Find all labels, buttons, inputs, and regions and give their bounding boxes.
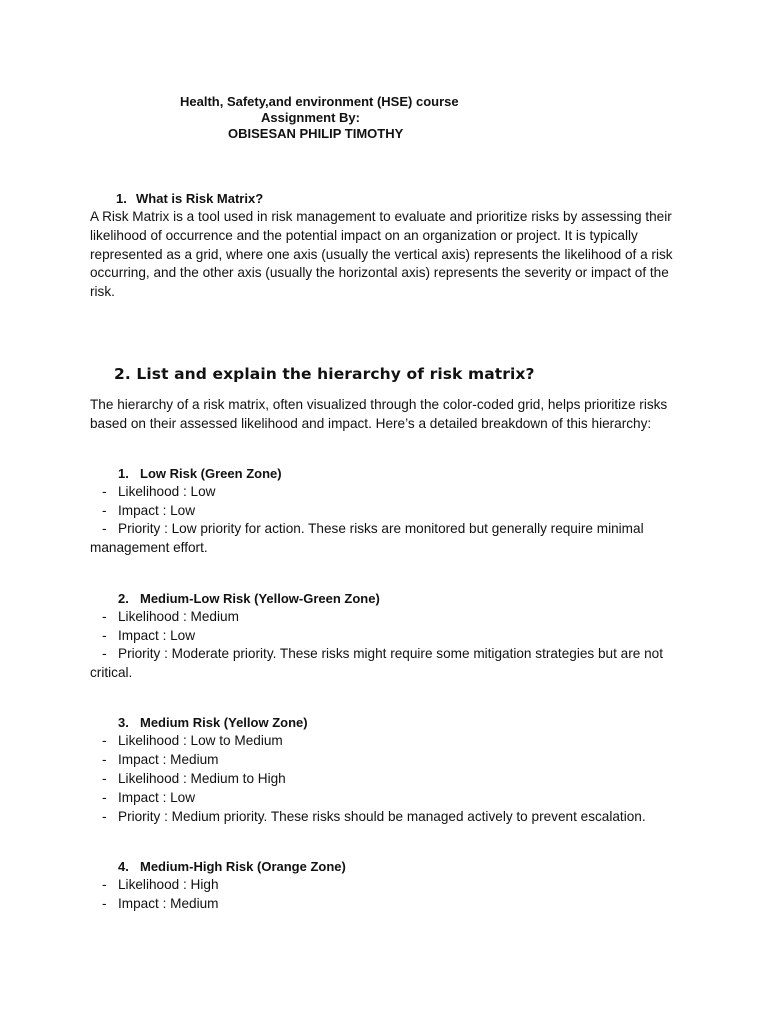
bullet-dash: -	[102, 628, 107, 643]
list-item: Likelihood : Medium	[118, 609, 239, 624]
q1-number: 1.	[116, 191, 127, 206]
q2-title: 2. List and explain the hierarchy of risk matrix?	[114, 365, 535, 383]
level-number: 3.	[118, 715, 129, 730]
bullet-dash: -	[102, 484, 107, 499]
assignment-by-label: Assignment By:	[261, 110, 360, 125]
list-item-continuation: management effort.	[90, 540, 208, 555]
q1-title: What is Risk Matrix?	[136, 191, 264, 206]
list-item: Impact : Medium	[118, 752, 219, 767]
course-title: Health, Safety,and environment (HSE) course	[180, 94, 459, 109]
list-item: Priority : Low priority for action. These risks are monitored but generally require minimal	[118, 521, 644, 536]
bullet-dash: -	[102, 521, 107, 536]
list-item-continuation: critical.	[90, 665, 133, 680]
list-item: Impact : Medium	[118, 896, 219, 911]
level-title: Low Risk (Green Zone)	[140, 466, 282, 481]
bullet-dash: -	[102, 771, 107, 786]
list-item: Priority : Moderate priority. These risks might require some mitigation strategies but are not	[118, 646, 663, 661]
level-title: Medium Risk (Yellow Zone)	[140, 715, 308, 730]
list-item: Likelihood : High	[118, 877, 219, 892]
list-item: Likelihood : Low	[118, 484, 216, 499]
list-item: Likelihood : Medium to High	[118, 771, 286, 786]
list-item: Likelihood : Low to Medium	[118, 733, 283, 748]
level-title: Medium-Low Risk (Yellow-Green Zone)	[140, 591, 380, 606]
bullet-dash: -	[102, 752, 107, 767]
bullet-dash: -	[102, 646, 107, 661]
list-item: Impact : Low	[118, 628, 196, 643]
bullet-dash: -	[102, 503, 107, 518]
q2-intro: The hierarchy of a risk matrix, often visualized through the color-coded grid, helps prioritize risks based on their assessed likelihood and impact. Here’s a detailed breakdown of this hierarchy:	[90, 397, 668, 431]
level-title: Medium-High Risk (Orange Zone)	[140, 859, 346, 874]
author-name: OBISESAN PHILIP TIMOTHY	[228, 126, 404, 141]
level-number: 4.	[118, 859, 129, 874]
list-item: Impact : Low	[118, 790, 196, 805]
list-item: Impact : Low	[118, 503, 196, 518]
q1-body: A Risk Matrix is a tool used in risk management to evaluate and prioritize risks by assessing their likelihood of occurrence and the potential impact on an organization or project. It is typically represented as a grid, where one axis (usually the vertical axis) represents the likelihood of a risk occurring, and the other axis (usually the horizontal axis) represents the severity or impact of the risk.	[90, 209, 673, 300]
bullet-dash: -	[102, 896, 107, 911]
bullet-dash: -	[102, 733, 107, 748]
level-number: 1.	[118, 466, 129, 481]
bullet-dash: -	[102, 809, 107, 824]
bullet-dash: -	[102, 877, 107, 892]
bullet-dash: -	[102, 609, 107, 624]
list-item: Priority : Medium priority. These risks should be managed actively to prevent escalation.	[118, 809, 646, 824]
bullet-dash: -	[102, 790, 107, 805]
level-number: 2.	[118, 591, 129, 606]
